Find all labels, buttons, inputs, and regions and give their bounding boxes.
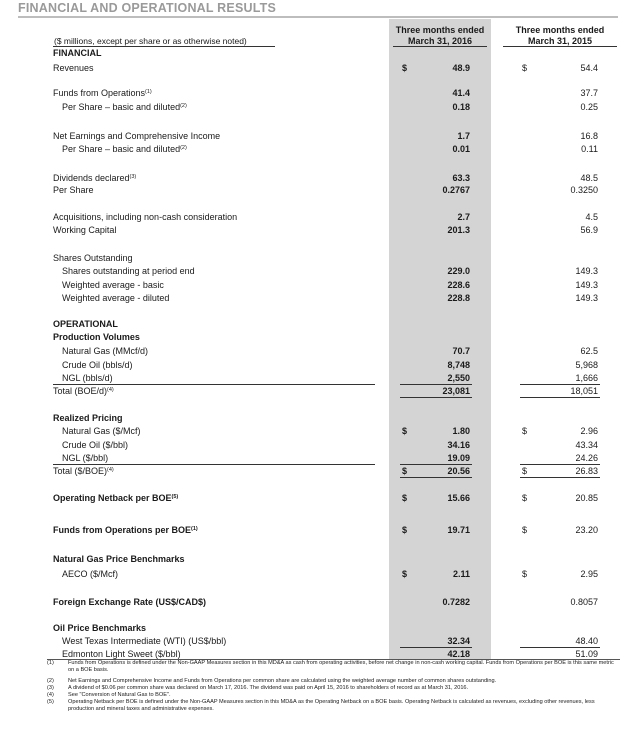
row-label-text: OPERATIONAL — [53, 319, 118, 329]
currency-symbol-2015: $ — [522, 466, 528, 476]
footnote-ref: (1) — [191, 526, 198, 532]
unit-note: ($ millions, except per share or as otherwise noted) — [54, 36, 247, 46]
row-label-text: Funds from Operations per BOE — [53, 525, 192, 535]
value-2015: 4.5 — [585, 212, 598, 222]
row-label-text: Foreign Exchange Rate (US$/CAD$) — [53, 597, 207, 607]
table-row — [0, 635, 640, 647]
footnote-text: Funds from Operations is defined under the Non-GAAP Measures section in this MD&A as cash from operating activities, before net change in non-cash working capital. Funds from Operations per BOE is this same metric on a BOE basis. — [68, 660, 614, 673]
value-2016: 15.66 — [447, 493, 470, 503]
pricing-total-underline-col1 — [400, 477, 472, 478]
value-2015: 149.3 — [575, 293, 598, 303]
column-header-2016 — [389, 25, 491, 46]
page-title: FINANCIAL AND OPERATIONAL RESULTS — [18, 1, 276, 15]
currency-symbol-2015: $ — [522, 493, 528, 503]
value-2016: 48.9 — [452, 63, 470, 73]
value-2015: 26.83 — [575, 466, 598, 476]
row-label — [53, 492, 178, 504]
value-2016: 8,748 — [447, 360, 470, 370]
value-2015: 2.96 — [580, 426, 598, 436]
row-label — [62, 265, 195, 277]
value-2015: 48.5 — [580, 173, 598, 183]
row-label-text: Crude Oil ($/bbl) — [62, 440, 129, 450]
row-label-text: Funds from Operations — [53, 88, 146, 98]
value-2016: 2.11 — [452, 569, 470, 579]
row-label-text: Acquisitions, including non-cash consideration — [53, 212, 238, 222]
row-label — [62, 439, 128, 451]
row-label — [53, 47, 102, 59]
value-2016: 0.18 — [452, 102, 470, 112]
title-divider — [18, 16, 618, 18]
currency-symbol-2016: $ — [402, 466, 408, 476]
value-2016: 1.80 — [452, 426, 470, 436]
value-2015: 51.09 — [575, 649, 598, 659]
footnote-ref: (4) — [107, 467, 114, 473]
row-label — [53, 465, 114, 477]
value-2015: 2.95 — [580, 569, 598, 579]
row-label-text: NGL ($/bbl) — [62, 453, 109, 463]
table-row — [0, 553, 640, 565]
value-2015: 62.5 — [580, 346, 598, 356]
currency-symbol-2015: $ — [522, 426, 528, 436]
table-row — [0, 359, 640, 371]
table-row — [0, 101, 640, 113]
table-row — [0, 62, 640, 74]
table-row — [0, 372, 640, 384]
row-label — [53, 318, 118, 330]
value-2015: 23.20 — [575, 525, 598, 535]
footnote-number: (3) — [47, 685, 54, 691]
production-total-rule-col2 — [520, 384, 600, 385]
value-2016: 34.16 — [447, 440, 470, 450]
row-label — [53, 184, 94, 196]
row-label — [53, 524, 198, 536]
table-row — [0, 412, 640, 424]
column-header-2016-line1: Three months ended — [395, 25, 485, 35]
value-2015: 0.25 — [580, 102, 598, 112]
value-2016: 32.34 — [447, 636, 470, 646]
table-row — [0, 143, 640, 155]
table-row — [0, 130, 640, 142]
row-label — [62, 425, 141, 437]
value-2016: 1.7 — [457, 131, 470, 141]
value-2016: 42.18 — [447, 649, 470, 659]
row-label — [53, 130, 220, 142]
row-label — [53, 385, 114, 397]
table-row — [0, 622, 640, 634]
value-2016: 228.6 — [447, 280, 470, 290]
footnote-ref: (2) — [180, 103, 187, 109]
row-label-text: Per Share — [53, 185, 94, 195]
row-label-text: Operating Netback per BOE — [53, 493, 172, 503]
row-label — [62, 359, 133, 371]
oil-benchmark-rule-col1 — [400, 647, 472, 648]
row-label-text: Natural Gas ($/Mcf) — [62, 426, 141, 436]
currency-symbol-2016: $ — [402, 426, 408, 436]
value-2016: 0.7282 — [442, 597, 470, 607]
footnote-ref: (3) — [129, 174, 137, 180]
row-label — [62, 635, 226, 647]
table-row — [0, 568, 640, 580]
row-label-text: Natural Gas Price Benchmarks — [53, 554, 185, 564]
table-row — [0, 439, 640, 451]
table-row — [0, 425, 640, 437]
table-row — [0, 184, 640, 196]
pricing-total-rule-col2 — [520, 464, 600, 465]
table-row — [0, 331, 640, 343]
table-row — [0, 385, 640, 397]
production-total-underline-col2 — [520, 397, 600, 398]
row-label-text: NGL (bbls/d) — [62, 373, 113, 383]
row-label-text: Dividends declared — [53, 173, 130, 183]
production-total-rule-col1 — [400, 384, 472, 385]
footnote-number: (2) — [47, 678, 54, 684]
value-2015: 149.3 — [575, 280, 598, 290]
footnote-ref: (4) — [107, 387, 114, 393]
value-2015: 48.40 — [575, 636, 598, 646]
value-2015: 37.7 — [580, 88, 598, 98]
row-label-text: Per Share – basic and diluted — [62, 102, 181, 112]
value-2016: 2,550 — [447, 373, 470, 383]
row-label — [62, 372, 113, 384]
value-2016: 23,081 — [442, 386, 470, 396]
table-row — [0, 465, 640, 477]
value-2015: 54.4 — [580, 63, 598, 73]
table-row — [0, 345, 640, 357]
row-label-text: Per Share – basic and diluted — [62, 144, 181, 154]
row-label-text: Working Capital — [53, 225, 117, 235]
column-header-2015-line2: March 31, 2015 — [527, 35, 593, 46]
row-label — [53, 62, 94, 74]
footnote-ref: (2) — [180, 145, 187, 151]
currency-symbol-2016: $ — [402, 569, 408, 579]
production-total-underline-col1 — [400, 397, 472, 398]
table-row — [0, 452, 640, 464]
row-label-text: Natural Gas (MMcf/d) — [62, 346, 149, 356]
value-2016: 19.09 — [447, 453, 470, 463]
row-label — [62, 143, 187, 155]
pricing-total-rule-col1 — [400, 464, 472, 465]
row-label — [53, 331, 140, 343]
value-2016: 20.56 — [447, 466, 470, 476]
table-row — [0, 47, 640, 59]
row-label — [53, 211, 237, 223]
pricing-total-underline-col2 — [520, 477, 600, 478]
row-label — [53, 412, 123, 424]
row-label-text: AECO ($/Mcf) — [62, 569, 119, 579]
oil-benchmark-rule-col2 — [520, 647, 600, 648]
footnote-ref: (5) — [171, 494, 179, 500]
row-label-text: Realized Pricing — [53, 413, 123, 423]
value-2016: 229.0 — [447, 266, 470, 276]
table-row — [0, 279, 640, 291]
row-label — [53, 224, 116, 236]
row-label — [53, 252, 133, 264]
value-2016: 63.3 — [452, 173, 470, 183]
currency-symbol-2016: $ — [402, 493, 408, 503]
table-row — [0, 292, 640, 304]
value-2015: 20.85 — [575, 493, 598, 503]
row-label — [62, 345, 148, 357]
value-2016: 0.01 — [452, 144, 470, 154]
value-2015: 0.3250 — [570, 185, 598, 195]
row-label — [53, 172, 136, 184]
currency-symbol-2016: $ — [402, 63, 408, 73]
row-label-text: Production Volumes — [53, 332, 140, 342]
row-label-text: West Texas Intermediate (WTI) (US$/bbl) — [62, 636, 227, 646]
production-total-rule-label — [53, 384, 375, 385]
footnote-text: Operating Netback per BOE is defined under the Non-GAAP Measures section in this MD&A as the Operating Netback on a BOE basis. Operating Netback is calculated as revenues, excluding other revenues, less production and mineral taxes and administrative expenses. — [68, 699, 595, 712]
currency-symbol-2015: $ — [522, 525, 528, 535]
footnote-text: A dividend of $0.06 per common share was declared on March 17, 2016. The dividend was paid on April 15, 2016 to shareholders of record as at March 31, 2016. — [68, 685, 469, 691]
value-2015: 0.11 — [581, 144, 598, 154]
column-header-2015 — [500, 25, 620, 46]
table-row — [0, 87, 640, 99]
table-row — [0, 172, 640, 184]
value-2016: 201.3 — [447, 225, 470, 235]
value-2016: 41.4 — [452, 88, 470, 98]
row-label — [53, 622, 146, 634]
value-2015: 24.26 — [575, 453, 598, 463]
table-row — [0, 252, 640, 264]
row-label — [53, 553, 185, 565]
table-row — [0, 265, 640, 277]
row-label — [53, 87, 152, 99]
table-row — [0, 211, 640, 223]
value-2016: 228.8 — [447, 293, 470, 303]
footnote-number: (4) — [47, 692, 54, 698]
row-label-text: Net Earnings and Comprehensive Income — [53, 131, 221, 141]
value-2016: 19.71 — [447, 525, 470, 535]
value-2016: 70.7 — [452, 346, 470, 356]
currency-symbol-2015: $ — [522, 63, 528, 73]
footnote-ref: (1) — [145, 89, 152, 95]
value-2015: 56.9 — [580, 225, 598, 235]
row-label-text: Oil Price Benchmarks — [53, 623, 147, 633]
table-row — [0, 596, 640, 608]
value-2015: 149.3 — [575, 266, 598, 276]
table-row — [0, 318, 640, 330]
value-2015: 18,051 — [570, 386, 598, 396]
value-2015: 43.34 — [575, 440, 598, 450]
table-row — [0, 524, 640, 536]
value-2016: 2.7 — [457, 212, 470, 222]
row-label-text: Total ($/BOE) — [53, 466, 108, 476]
value-2015: 0.8057 — [570, 597, 598, 607]
value-2015: 1,666 — [575, 373, 598, 383]
row-label-text: Edmonton Light Sweet ($/bbl) — [62, 649, 181, 659]
row-label-text: Total (BOE/d) — [53, 386, 108, 396]
row-label — [62, 101, 187, 113]
table-row — [0, 224, 640, 236]
currency-symbol-2015: $ — [522, 569, 528, 579]
footnote-number: (5) — [47, 699, 54, 705]
pricing-total-rule-label — [53, 464, 375, 465]
row-label-text: Revenues — [53, 63, 94, 73]
row-label-text: Crude Oil (bbls/d) — [62, 360, 133, 370]
row-label-text: Weighted average - diluted — [62, 293, 170, 303]
row-label — [53, 596, 206, 608]
footnote-number: (1) — [47, 660, 54, 666]
row-label-text: Shares outstanding at period end — [62, 266, 195, 276]
row-label-text: FINANCIAL — [53, 48, 102, 58]
column-header-2016-line2: March 31, 2016 — [407, 35, 473, 46]
row-label — [62, 292, 169, 304]
table-row — [0, 492, 640, 504]
value-2016: 0.2767 — [442, 185, 470, 195]
footnote-text: See "Conversion of Natural Gas to BOE". — [68, 692, 171, 698]
row-label-text: Shares Outstanding — [53, 253, 133, 263]
row-label — [62, 279, 164, 291]
column-header-2015-line1: Three months ended — [515, 25, 605, 35]
currency-symbol-2016: $ — [402, 525, 408, 535]
row-label — [62, 452, 108, 464]
footnote-text: Net Earnings and Comprehensive Income and Funds from Operations per common share are calculated using the weighted average number of common shares outstanding. — [68, 678, 497, 684]
row-label-text: Weighted average - basic — [62, 280, 164, 290]
value-2015: 16.8 — [580, 131, 598, 141]
row-label — [62, 568, 118, 580]
value-2015: 5,968 — [575, 360, 598, 370]
